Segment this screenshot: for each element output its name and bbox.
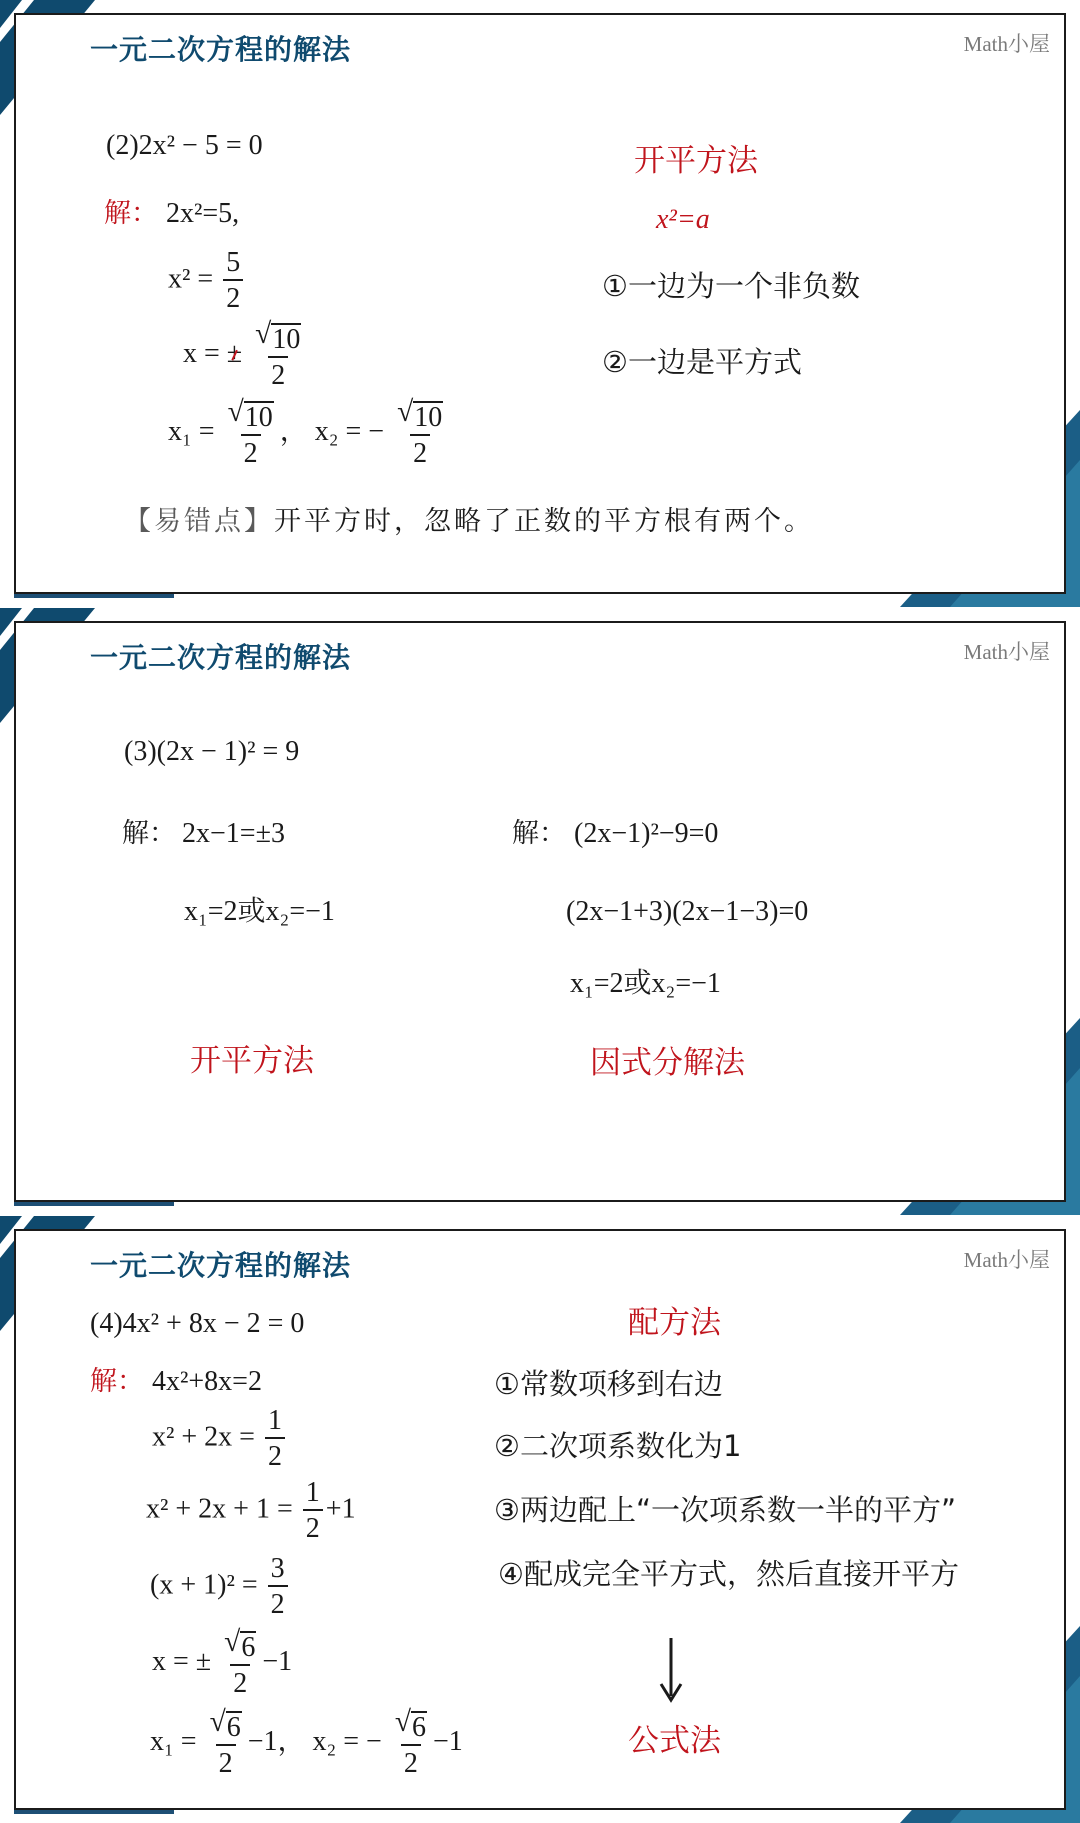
method-right: 因式分解法 xyxy=(590,1045,745,1081)
solution-label: 解： xyxy=(90,1366,144,1396)
solution-step-4: x₁ = √ 10 2 ， x₂ = − √ 10 2 xyxy=(168,396,443,470)
slide-frame xyxy=(14,621,1066,1202)
solution-step-2: x² = $\frac{5}{2}$ xyxy=(168,248,246,314)
rule-4: ④配成完全平方式，然后直接开平方 xyxy=(498,1557,959,1591)
error-note-tag: 【易错点】 xyxy=(124,506,274,536)
crossed-out-plus-minus: ± xyxy=(226,337,243,369)
rule-3: ③两边配上“一次项系数一半的平方” xyxy=(494,1493,957,1527)
right-step-2: (2x−1+3)(2x−1−3)=0 xyxy=(566,896,809,927)
solution-label: 解： xyxy=(104,198,158,228)
rule-1: ①常数项移到右边 xyxy=(494,1367,723,1401)
method-title: 配方法 xyxy=(628,1305,721,1341)
slide-3 xyxy=(0,1216,1080,1823)
method-title: 开平方法 xyxy=(634,143,758,179)
solution-step-2: x² + 2x = $\frac{1}{2}$ xyxy=(152,1406,288,1472)
problem-statement: (3)(2x − 1)² = 9 xyxy=(124,736,300,767)
brand-watermark: Math小屋 xyxy=(963,32,1050,56)
slide-1 xyxy=(0,0,1080,607)
left-step-1: 2x−1=±3 xyxy=(182,818,285,849)
method-form: x²=a xyxy=(656,204,710,235)
condition-1: ①一边为一个非负数 xyxy=(602,269,860,303)
right-step-1: (2x−1)²−9=0 xyxy=(574,818,719,849)
left-step-2: x₁=2或x₂=−1 xyxy=(184,896,335,927)
solution-step-5: x = ± √ 6 2 −1 xyxy=(152,1626,293,1700)
problem-statement: (2)2x² − 5 = 0 xyxy=(106,130,263,161)
slide-title: 一元二次方程的解法 xyxy=(90,1249,352,1282)
slide-2 xyxy=(0,608,1080,1215)
error-note-text: 开平方时，忽略了正数的平方根有两个。 xyxy=(274,506,814,536)
rule-2: ②二次项系数化为1 xyxy=(494,1429,742,1463)
down-arrow-icon xyxy=(656,1636,686,1706)
solution-step-1: 4x²+8x=2 xyxy=(152,1366,262,1397)
error-note xyxy=(124,508,814,535)
method-left: 开平方法 xyxy=(190,1043,314,1079)
method-next: 公式法 xyxy=(628,1723,721,1759)
solution-step-4: (x + 1)² = $\frac{3}{2}$ xyxy=(150,1554,291,1620)
right-step-3: x₁=2或x₂=−1 xyxy=(570,968,721,999)
solution-step-1: 2x²=5, xyxy=(166,198,240,229)
solution-step-6: x₁ = √ 6 2 −1， x₂ = − √ 6 2 −1 xyxy=(150,1706,463,1780)
brand-watermark: Math小屋 xyxy=(963,1248,1050,1272)
condition-2: ②一边是平方式 xyxy=(602,345,802,379)
slide-title: 一元二次方程的解法 xyxy=(90,641,352,674)
solution-step-3: x² + 2x + 1 = $\frac{1}{2}$ +1 xyxy=(146,1477,356,1545)
slide-title: 一元二次方程的解法 xyxy=(90,33,352,66)
left-solution-label: 解： xyxy=(122,818,176,848)
brand-watermark: Math小屋 xyxy=(963,640,1050,664)
solution-step-3: x = ± √ 10 2 xyxy=(183,318,301,392)
right-solution-label: 解： xyxy=(512,818,566,848)
problem-statement: (4)4x² + 8x − 2 = 0 xyxy=(90,1308,305,1339)
